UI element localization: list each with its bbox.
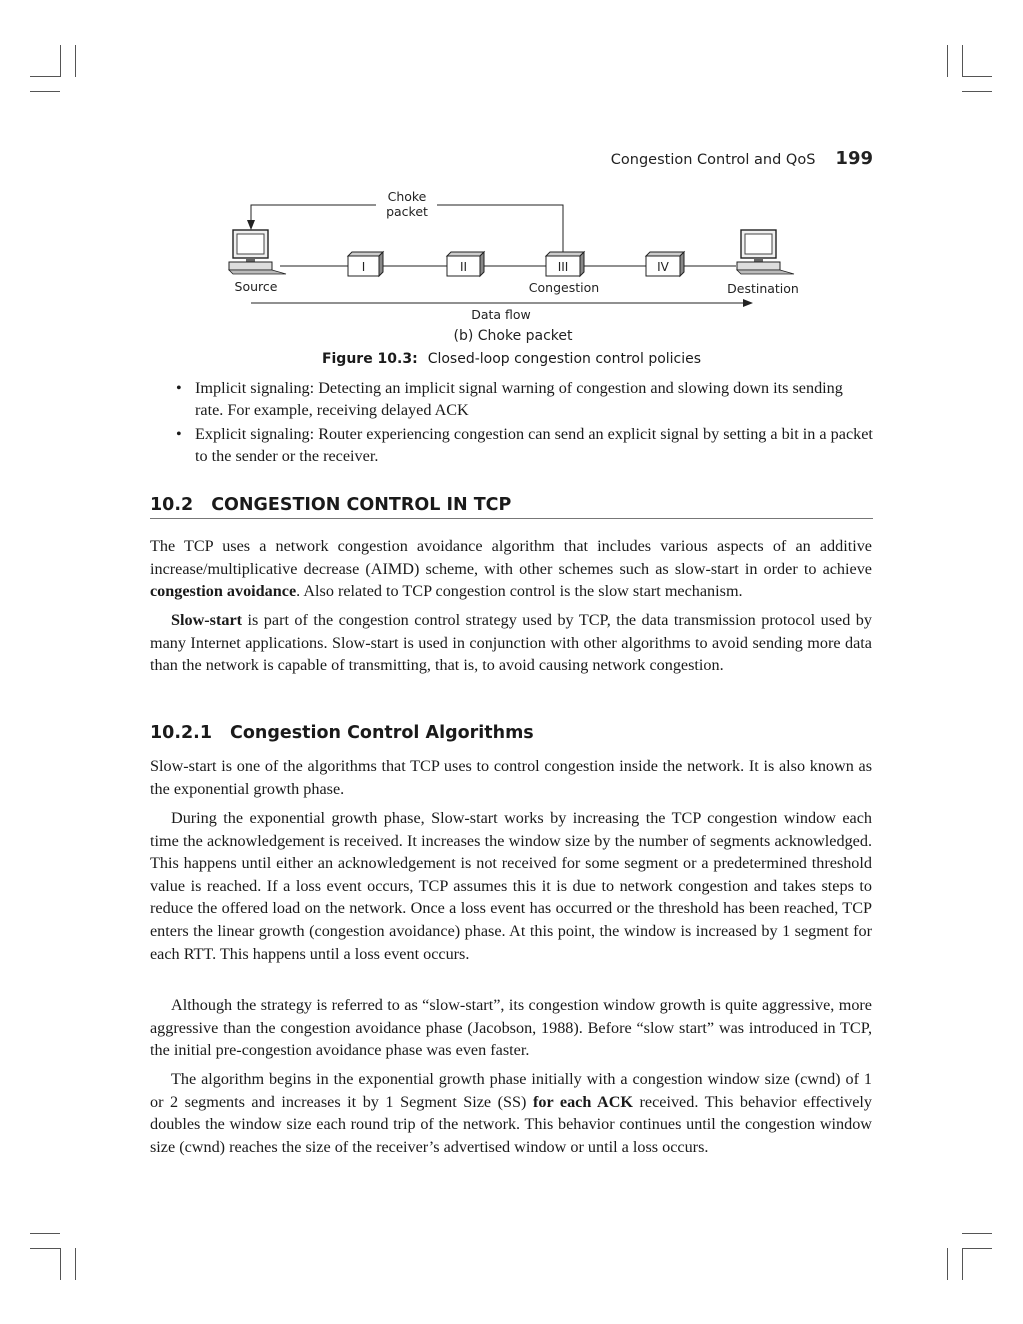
paragraph-text: The TCP uses a network congestion avoidance algorithm that includes various aspects of an additive increase/multiplicative decrease (AIMD) scheme, with other schemes such as slow-start in order to achieve [150, 537, 872, 578]
paragraph [150, 609, 872, 677]
choke-packet-diagram [0, 0, 1023, 345]
emphasis-text: Slow-start [171, 611, 243, 629]
router-label: II [459, 260, 468, 274]
section-number: 10.2 [150, 495, 194, 515]
router-label: I [361, 260, 366, 274]
paragraph-text: . Also related to TCP congestion control is the slow start mechanism. [296, 582, 743, 601]
paragraph-text: The algorithm begins in the exponential growth phase initially with a congestion window size (cwnd) of 1 or 2 segments and increases it by 1 Segment Size (SS) [150, 1070, 872, 1111]
list-item: • Explicit signaling: Router experiencing congestion can send an explicit signal by setting a bit in a packet to the sender or the receiver. [174, 423, 874, 467]
router-label: IV [657, 260, 669, 274]
choke-label-line2: packet [386, 204, 428, 219]
crop-mark [962, 1233, 992, 1234]
router-box [447, 252, 484, 276]
emphasis-text: for each ACK [532, 1092, 633, 1111]
crop-mark [962, 1248, 992, 1249]
crop-mark [962, 1248, 963, 1280]
router-box [646, 252, 684, 276]
figure-caption-text: Closed-loop congestion control policies [427, 351, 702, 367]
paragraph: Although the strategy is referred to as “slow-start”, its congestion window growth is quite aggressive, more aggressive than the congestion avoidance phase (Jacobson, 1988). Before “slow start” was introduced in TCP, the initial pre-congestion avoidance phase was even faster. [150, 996, 872, 1060]
router-box [348, 252, 383, 276]
page-number: 199 [835, 148, 873, 169]
section-title: CONGESTION CONTROL IN TCP [211, 495, 512, 515]
crop-mark [60, 1248, 61, 1280]
source-label: Source [234, 279, 278, 294]
congestion-label: Congestion [528, 280, 600, 295]
signaling-bullet-list [174, 377, 874, 469]
figure-caption [0, 351, 1023, 367]
congested-router-box [546, 252, 584, 276]
destination-computer-icon [737, 230, 794, 274]
data-flow-label: Data flow [471, 307, 531, 322]
choke-feedback-line [437, 205, 563, 256]
source-computer-icon [229, 230, 286, 274]
crop-mark [30, 1233, 60, 1234]
figure-subcaption: (b) Choke packet [453, 328, 573, 344]
crop-mark [75, 1248, 76, 1280]
figure-caption-label: Figure 10.3: [321, 351, 418, 367]
paragraph: During the exponential growth phase, Slow-start works by increasing the TCP congestion window each time the acknowledgement is received. It increases the window size by the number of segments acknowledged. This happens until either an acknowledgement is not received for some segment or a predetermined threshold value is reached. If a loss event occurs, TCP assumes this it is due to network congestion and takes steps to reduce the offered load on the network. Once a loss event has occurred or the threshold has been reached, TCP enters the linear growth (congestion avoidance) phase. At this point, the window is increased by 1 segment for each RTT. This happens until a loss event occurs. [150, 809, 872, 963]
crop-mark [30, 1248, 60, 1249]
paragraph: Slow-start is one of the algorithms that TCP uses to control congestion inside the network. It is also known as the exponential growth phase. [150, 757, 872, 798]
section-heading [150, 495, 873, 519]
paragraph [150, 1068, 872, 1158]
choke-label-line1: Choke [387, 189, 427, 204]
destination-label: Destination [727, 281, 799, 296]
subsection-number: 10.2.1 [150, 723, 213, 743]
emphasis-text: congestion avoidance [150, 582, 297, 601]
running-title: Congestion Control and QoS [610, 152, 816, 168]
paragraph [150, 535, 872, 603]
subsection-title: Congestion Control Algorithms [230, 723, 534, 743]
list-item: • Implicit signaling: Detecting an implicit signal warning of congestion and slowing down its sending rate. For example, receiving delayed ACK [174, 377, 874, 421]
router-label: III [557, 260, 569, 274]
choke-feedback-arrow [251, 205, 376, 229]
subsection-heading [150, 723, 534, 743]
paragraph-text: is part of the congestion control strategy used by TCP, the data transmission protocol used by many Internet applications. Slow-start is used in conjunction with other algorithms to avoid sending more data than the network is capable of transmitting, that is, to avoid causing network congestion. [150, 611, 872, 675]
paragraph-text: received. This behavior effectively doubles the window size each round trip of the network. This behavior continues until the congestion window size (cwnd) reaches the size of the receiver’s advertised window or until a loss occurs. [150, 1092, 873, 1156]
crop-mark [947, 1248, 948, 1280]
